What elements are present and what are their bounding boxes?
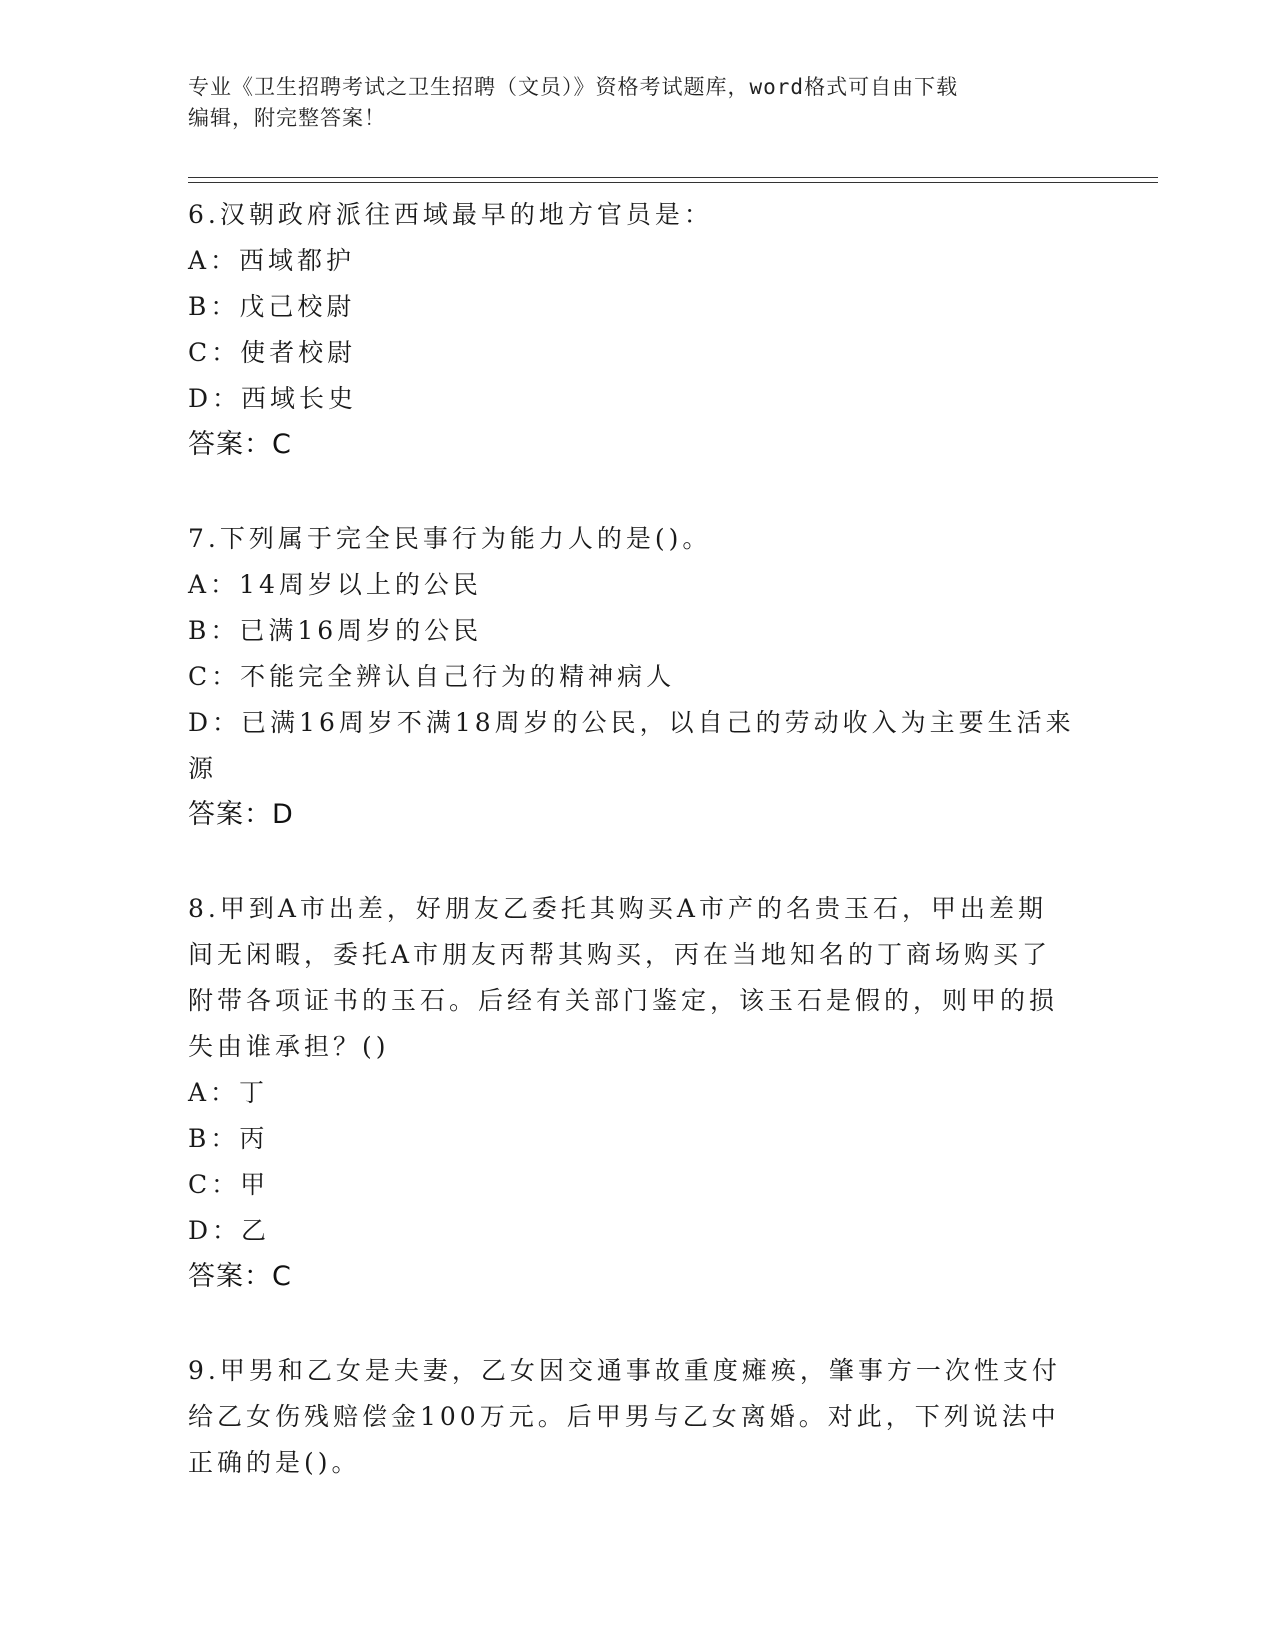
- question-stem: 7.下列属于完全民事行为能力人的是()。: [188, 524, 712, 553]
- answer: 答案：D: [188, 799, 294, 830]
- answer: 答案：C: [188, 1261, 292, 1292]
- question-stem-line: 失由谁承担？(): [188, 1032, 390, 1061]
- answer: 答案：C: [188, 429, 292, 460]
- header-line-1: 专业《卫生招聘考试之卫生招聘（文员）》资格考试题库，word格式可自由下载: [188, 75, 959, 99]
- question-stem-line: 正确的是()。: [188, 1448, 361, 1477]
- option-b: B：已满16周岁的公民: [188, 616, 483, 645]
- option-d: D：西域长史: [188, 384, 358, 413]
- option-c: C：不能完全辨认自己行为的精神病人: [188, 662, 676, 691]
- option-d: D：乙: [188, 1216, 271, 1245]
- question-stem-line: 给乙女伤残赔偿金100万元。后甲男与乙女离婚。对此，下列说法中: [188, 1402, 1060, 1431]
- question-9: [188, 1348, 1088, 1486]
- header-divider-bottom: [188, 182, 1158, 183]
- header-line-2: 编辑，附完整答案！: [188, 106, 386, 130]
- option-c: C：甲: [188, 1170, 270, 1199]
- question-stem-line: 附带各项证书的玉石。后经有关部门鉴定，该玉石是假的，则甲的损: [188, 986, 1059, 1015]
- question-list: [188, 192, 1088, 1486]
- option-d: D：已满16周岁不满18周岁的公民，以自己的劳动收入为主要生活来: [188, 708, 1075, 737]
- option-c: C：使者校尉: [188, 338, 357, 367]
- question-stem-line: 间无闲暇，委托A市朋友丙帮其购买，丙在当地知名的丁商场购买了: [188, 940, 1052, 969]
- option-a: A：西域都护: [188, 246, 356, 275]
- question-stem-line: 8.甲到A市出差，好朋友乙委托其购买A市产的名贵玉石，甲出差期: [188, 894, 1047, 923]
- option-b: B：戊己校尉: [188, 292, 356, 321]
- option-a: A：丁: [188, 1078, 269, 1107]
- option-d-continuation: 源: [188, 754, 218, 783]
- option-a: A：14周岁以上的公民: [188, 570, 482, 599]
- option-b: B：丙: [188, 1124, 269, 1153]
- document-header: [188, 72, 1088, 134]
- header-divider-top: [188, 177, 1158, 178]
- question-7: [188, 516, 1088, 838]
- question-8: [188, 886, 1088, 1300]
- question-6: [188, 192, 1088, 468]
- question-stem: 6.汉朝政府派往西域最早的地方官员是：: [188, 200, 713, 229]
- question-stem-line: 9.甲男和乙女是夫妻，乙女因交通事故重度瘫痪，肇事方一次性支付: [188, 1356, 1061, 1385]
